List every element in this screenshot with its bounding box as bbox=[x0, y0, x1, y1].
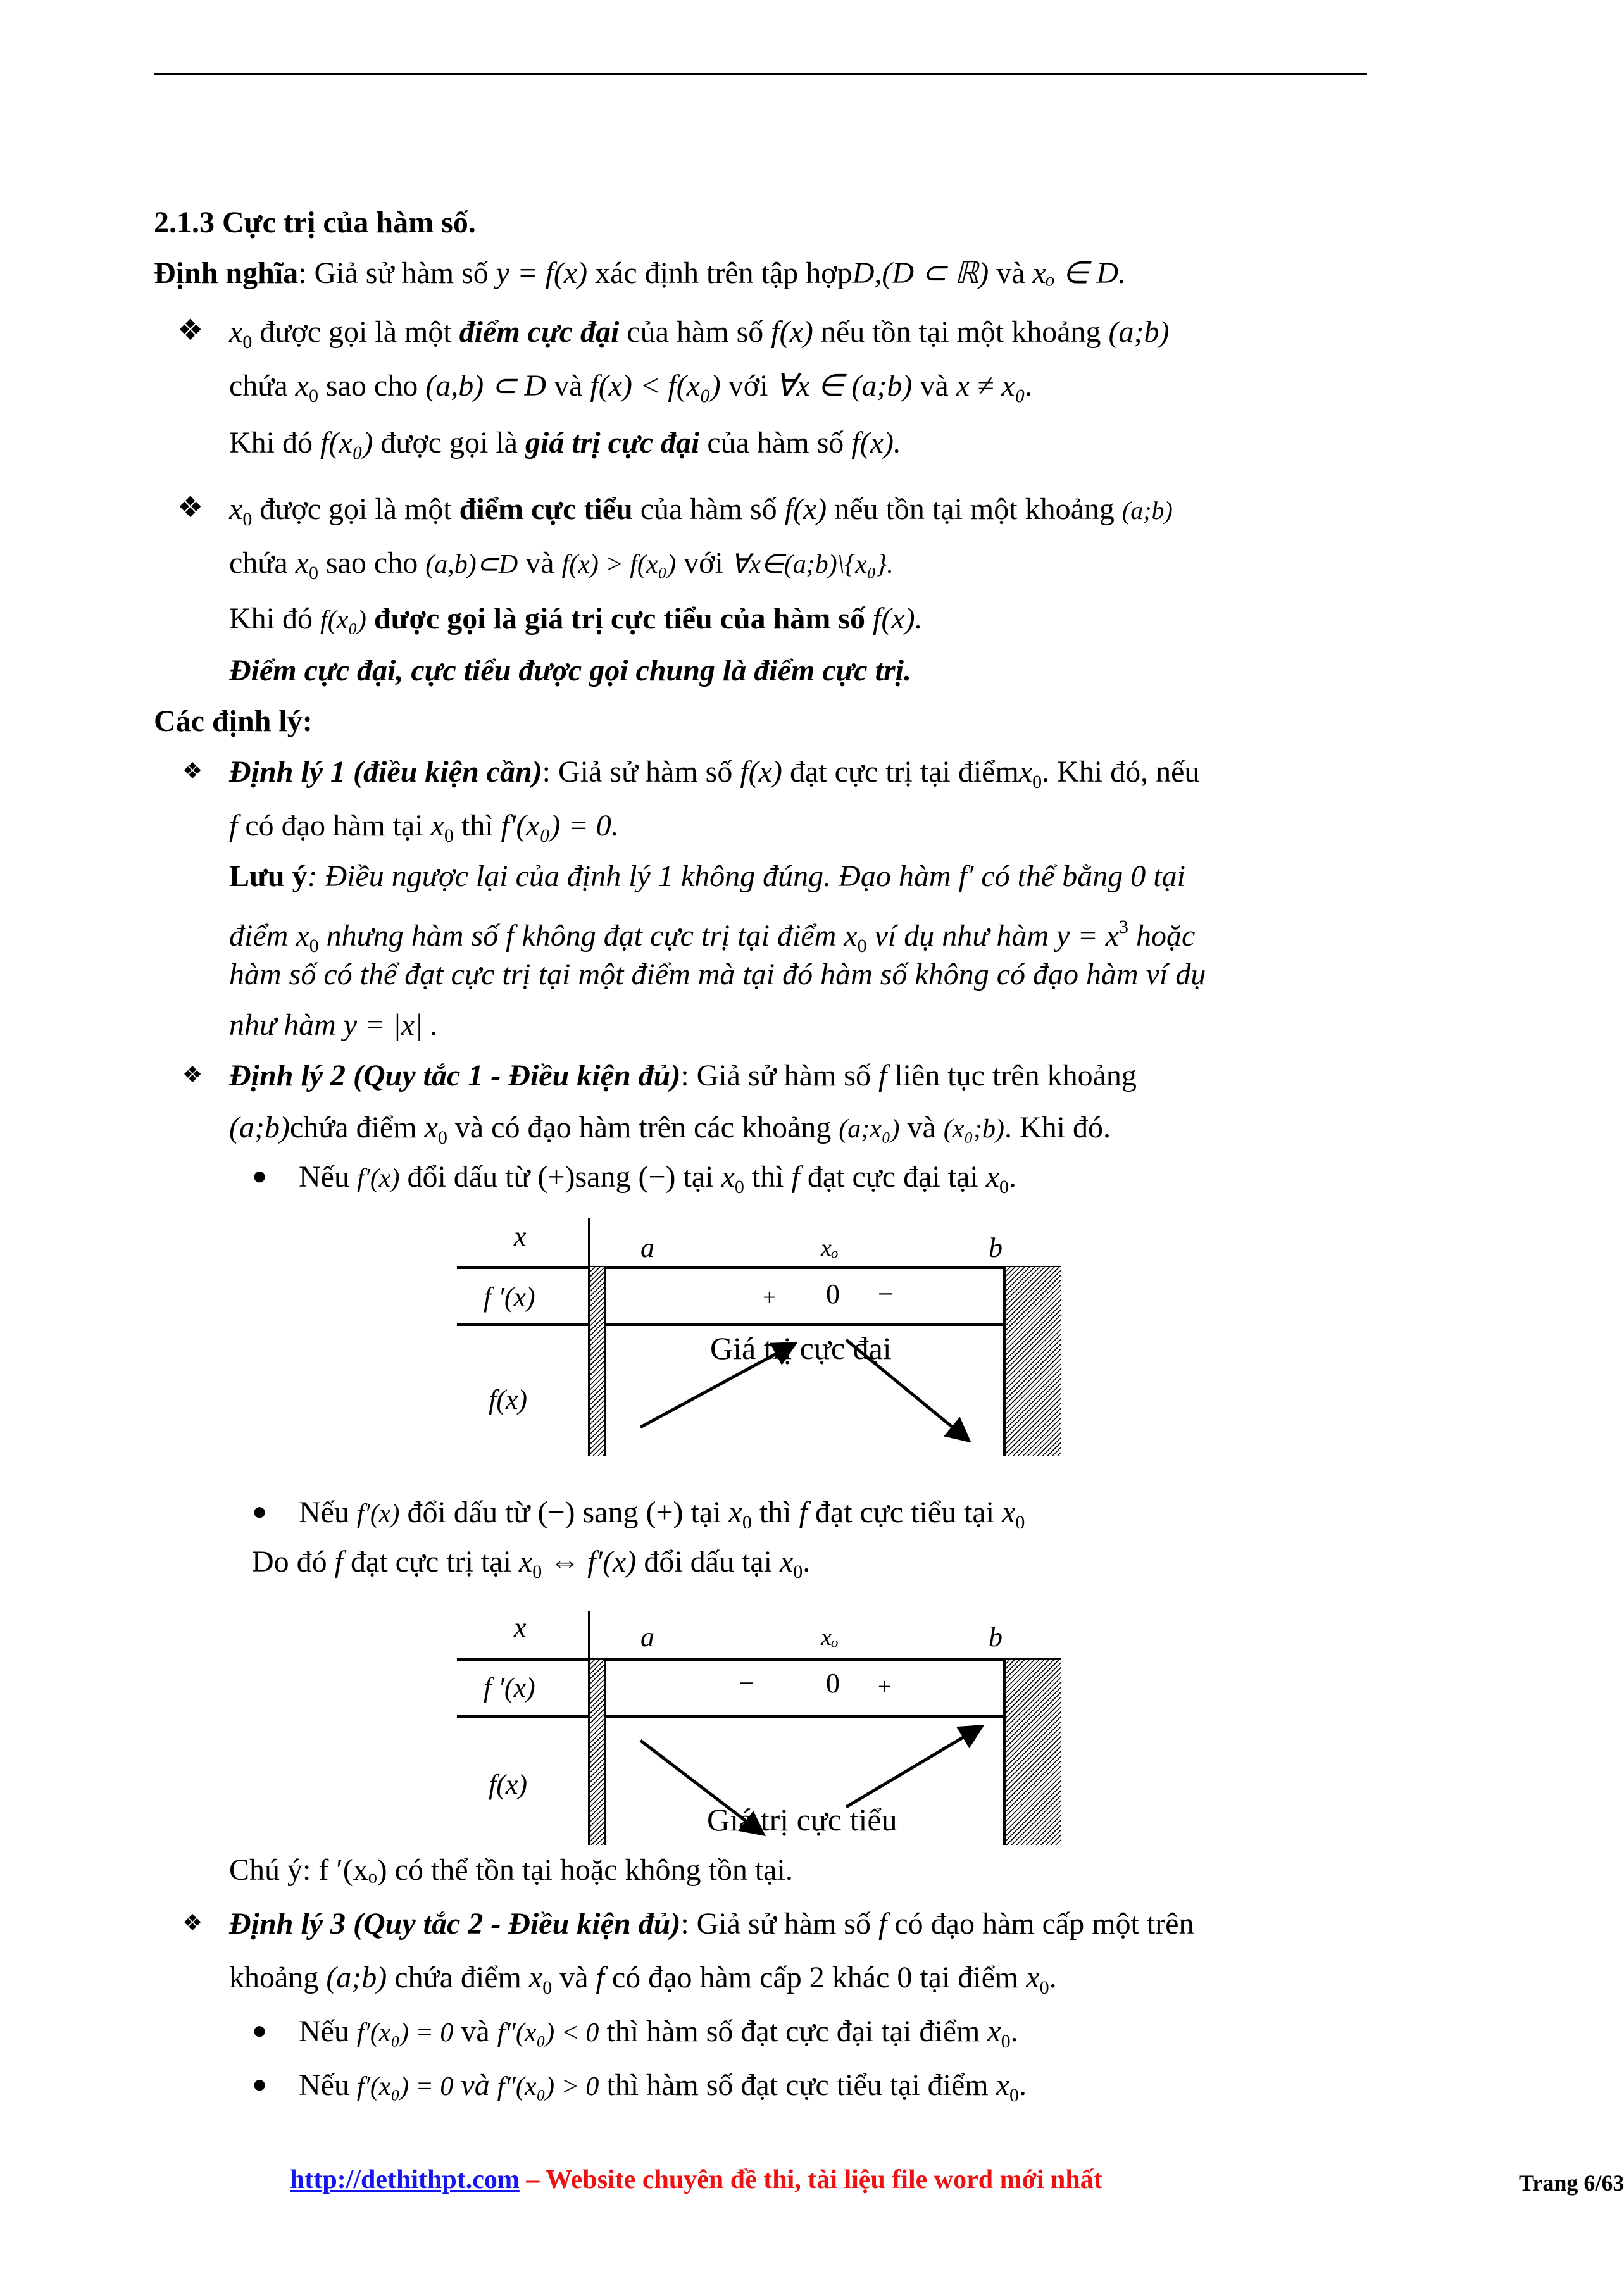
theorem3-bullet2: Nếu f′(x₀) = 0 và f″(x₀) > 0 thì hàm số đạt cực tiểu tại điểm $x_0$. bbox=[299, 2068, 1027, 2106]
website-link[interactable]: http://dethithpt.com bbox=[290, 2165, 520, 2194]
definition-line: Định nghĩa: Giả sử hàm số y = f(x) xác định trên tập hợpD,(D ⊂ ℝ) và xₒ ∈ D. bbox=[154, 256, 1127, 290]
theorem2-conclusion: Do đó f đạt cực trị tại $x_0$ ⇔ f′(x) đổi dấu tại $x_0$. bbox=[252, 1545, 811, 1582]
domain-expr: D,(D ⊂ ℝ) bbox=[852, 256, 989, 290]
theorem1-line2: f có đạo hàm tại $x_0$ thì f′(x₀) = 0. bbox=[229, 809, 619, 846]
theorem1-title: Định lý 1 (điều kiện cần) bbox=[229, 755, 542, 789]
small-diamond-bullet-icon: ❖ bbox=[182, 1062, 203, 1087]
row-label-x: x bbox=[514, 1221, 527, 1252]
note-label: Lưu ý bbox=[229, 860, 308, 893]
sign-left: + bbox=[763, 1284, 777, 1311]
variation-table-max bbox=[457, 1218, 1061, 1456]
term-local-max-value: giá trị cực đại bbox=[525, 426, 700, 459]
bullet-dot-icon: ● bbox=[252, 2016, 268, 2044]
extremum-label: Giá trị cực đại bbox=[710, 1330, 892, 1366]
row-label-function: f(x) bbox=[489, 1769, 528, 1800]
theorem3-bullet1: Nếu f′(x₀) = 0 và f″(x₀) < 0 thì hàm số đạt cực đại tại điểm $x_0$. bbox=[299, 2015, 1018, 2052]
term-local-min-point: điểm cực tiểu bbox=[459, 492, 633, 526]
small-diamond-bullet-icon: ❖ bbox=[182, 758, 203, 784]
arrow-decreasing bbox=[846, 1340, 966, 1439]
theorem2-bullet2: Nếu f′(x) đổi dấu từ (−) sang (+) tại $x_0$ thì f đạt cực tiểu tại $x_0$ bbox=[299, 1496, 1025, 1533]
theorem1-line1: Định lý 1 (điều kiện cần): Giả sử hàm số f(x) đạt cực trị tại điểmx$_0$. Khi đó, nếu bbox=[229, 755, 1200, 792]
theorems-heading: Các định lý: bbox=[154, 704, 313, 738]
min-def-line2: chứa $x_0$ sao cho (a,b)⊂D và f(x) > f(x₀) với ∀x∈(a;b)\{x₀}. bbox=[229, 546, 894, 584]
theorem3-title: Định lý 3 (Quy tắc 2 - Điều kiện đủ) bbox=[229, 1907, 681, 1941]
variation-arrows bbox=[457, 1611, 1061, 1845]
diamond-bullet-icon: ❖ bbox=[177, 314, 204, 346]
max-def-line1: $x_0$ được gọi là một điểm cực đại của hàm số f(x) nếu tồn tại một khoảng (a;b) bbox=[229, 315, 1170, 353]
theorem1-note-line4: như hàm y = |x| . bbox=[229, 1008, 439, 1042]
x-value-b: b bbox=[989, 1622, 1003, 1653]
arrow-decreasing bbox=[640, 1741, 761, 1832]
max-def-line2: chứa $x_0$ sao cho (a,b) ⊂ D và f(x) < f(x₀) với ∀x ∈ (a;b) và x ≠ x₀. bbox=[229, 369, 1034, 406]
variation-table-min bbox=[457, 1611, 1061, 1845]
bullet-dot-icon: ● bbox=[252, 1161, 268, 1190]
extremum-summary: Điểm cực đại, cực tiểu được gọi chung là điểm cực trị. bbox=[229, 654, 911, 687]
page-footer bbox=[290, 2165, 1624, 2196]
sign-zero: 0 bbox=[826, 1278, 840, 1310]
arrow-increasing bbox=[846, 1728, 979, 1807]
row-label-function: f(x) bbox=[489, 1384, 528, 1415]
x0-in-domain: xₒ ∈ D. bbox=[1032, 256, 1127, 290]
x-value-a: a bbox=[640, 1622, 654, 1653]
bullet-dot-icon: ● bbox=[252, 2070, 268, 2098]
small-diamond-bullet-icon: ❖ bbox=[182, 1910, 203, 1935]
section-title: 2.1.3 Cực trị của hàm số. bbox=[154, 206, 476, 239]
theorem3-line2: khoảng (a;b) chứa điểm $x_0$ và f có đạo hàm cấp 2 khác 0 tại điểm $x_0$. bbox=[229, 1961, 1057, 1998]
sign-right: + bbox=[878, 1673, 892, 1700]
theorem2-line1: Định lý 2 (Quy tắc 1 - Điều kiện đủ): Giả sử hàm số f liên tục trên khoảng bbox=[229, 1059, 1137, 1092]
bullet-dot-icon: ● bbox=[252, 1497, 268, 1525]
function-expr: y = f(x) bbox=[496, 256, 588, 290]
definition-label: Định nghĩa bbox=[154, 256, 299, 290]
footer-dash: – bbox=[519, 2165, 546, 2194]
diamond-bullet-icon: ❖ bbox=[177, 491, 204, 523]
min-def-line1: $x_0$ được gọi là một điểm cực tiểu của hàm số f(x) nếu tồn tại một khoảng (a;b) bbox=[229, 492, 1173, 530]
sign-zero: 0 bbox=[826, 1668, 840, 1699]
sign-left: − bbox=[739, 1668, 754, 1699]
x-value-x0: xₒ bbox=[821, 1624, 839, 1651]
x-value-b: b bbox=[989, 1232, 1003, 1263]
x-value-a: a bbox=[640, 1232, 654, 1263]
row-label-derivative: f ′(x) bbox=[484, 1282, 535, 1313]
theorem2-title: Định lý 2 (Quy tắc 1 - Điều kiện đủ) bbox=[229, 1059, 681, 1092]
arrow-increasing bbox=[640, 1345, 792, 1427]
x-value-x0: xₒ bbox=[821, 1235, 839, 1261]
footer-tagline: Website chuyên đề thi, tài liệu file word mới nhất bbox=[546, 2165, 1102, 2194]
theorem1-note-line1: Lưu ý: Điều ngược lại của định lý 1 không đúng. Đạo hàm f′ có thể bằng 0 tại bbox=[229, 860, 1185, 893]
sign-right: − bbox=[878, 1278, 894, 1310]
min-def-line3: Khi đó f(x₀) được gọi là giá trị cực tiểu của hàm số f(x). bbox=[229, 602, 923, 635]
theorem2-line2: (a;b)chứa điểm $x_0$ và có đạo hàm trên các khoảng (a;x₀) và (x₀;b). Khi đó. bbox=[229, 1111, 1111, 1148]
theorem1-note-line3: hàm số có thể đạt cực trị tại một điểm mà tại đó hàm số không có đạo hàm ví dụ bbox=[229, 958, 1206, 991]
theorem2-bullet1: Nếu f′(x) đổi dấu từ (+)sang (−) tại $x_0$ thì f đạt cực đại tại $x_0$. bbox=[299, 1160, 1017, 1197]
row-label-derivative: f ′(x) bbox=[484, 1672, 535, 1703]
theorem2-note: Chú ý: f ′(xₒ) có thể tồn tại hoặc không tồn tại. bbox=[229, 1853, 793, 1887]
variation-arrows bbox=[457, 1218, 1061, 1456]
header-rule bbox=[154, 73, 1367, 75]
max-def-line3: Khi đó f(x₀) được gọi là giá trị cực đại của hàm số f(x). bbox=[229, 426, 901, 459]
term-local-max-point: điểm cực đại bbox=[459, 315, 620, 349]
theorem1-note-line2: điểm $x_0$ nhưng hàm số f không đạt cực trị tại điểm $x_0$ ví dụ như hàm $y = x^3$ hoặc bbox=[229, 916, 1196, 956]
extremum-label: Giá trị cực tiểu bbox=[707, 1802, 897, 1837]
page-number: Trang 6/63 bbox=[1519, 2170, 1624, 2196]
row-label-x: x bbox=[514, 1612, 527, 1643]
theorem3-line1: Định lý 3 (Quy tắc 2 - Điều kiện đủ): Giả sử hàm số f có đạo hàm cấp một trên bbox=[229, 1907, 1194, 1941]
